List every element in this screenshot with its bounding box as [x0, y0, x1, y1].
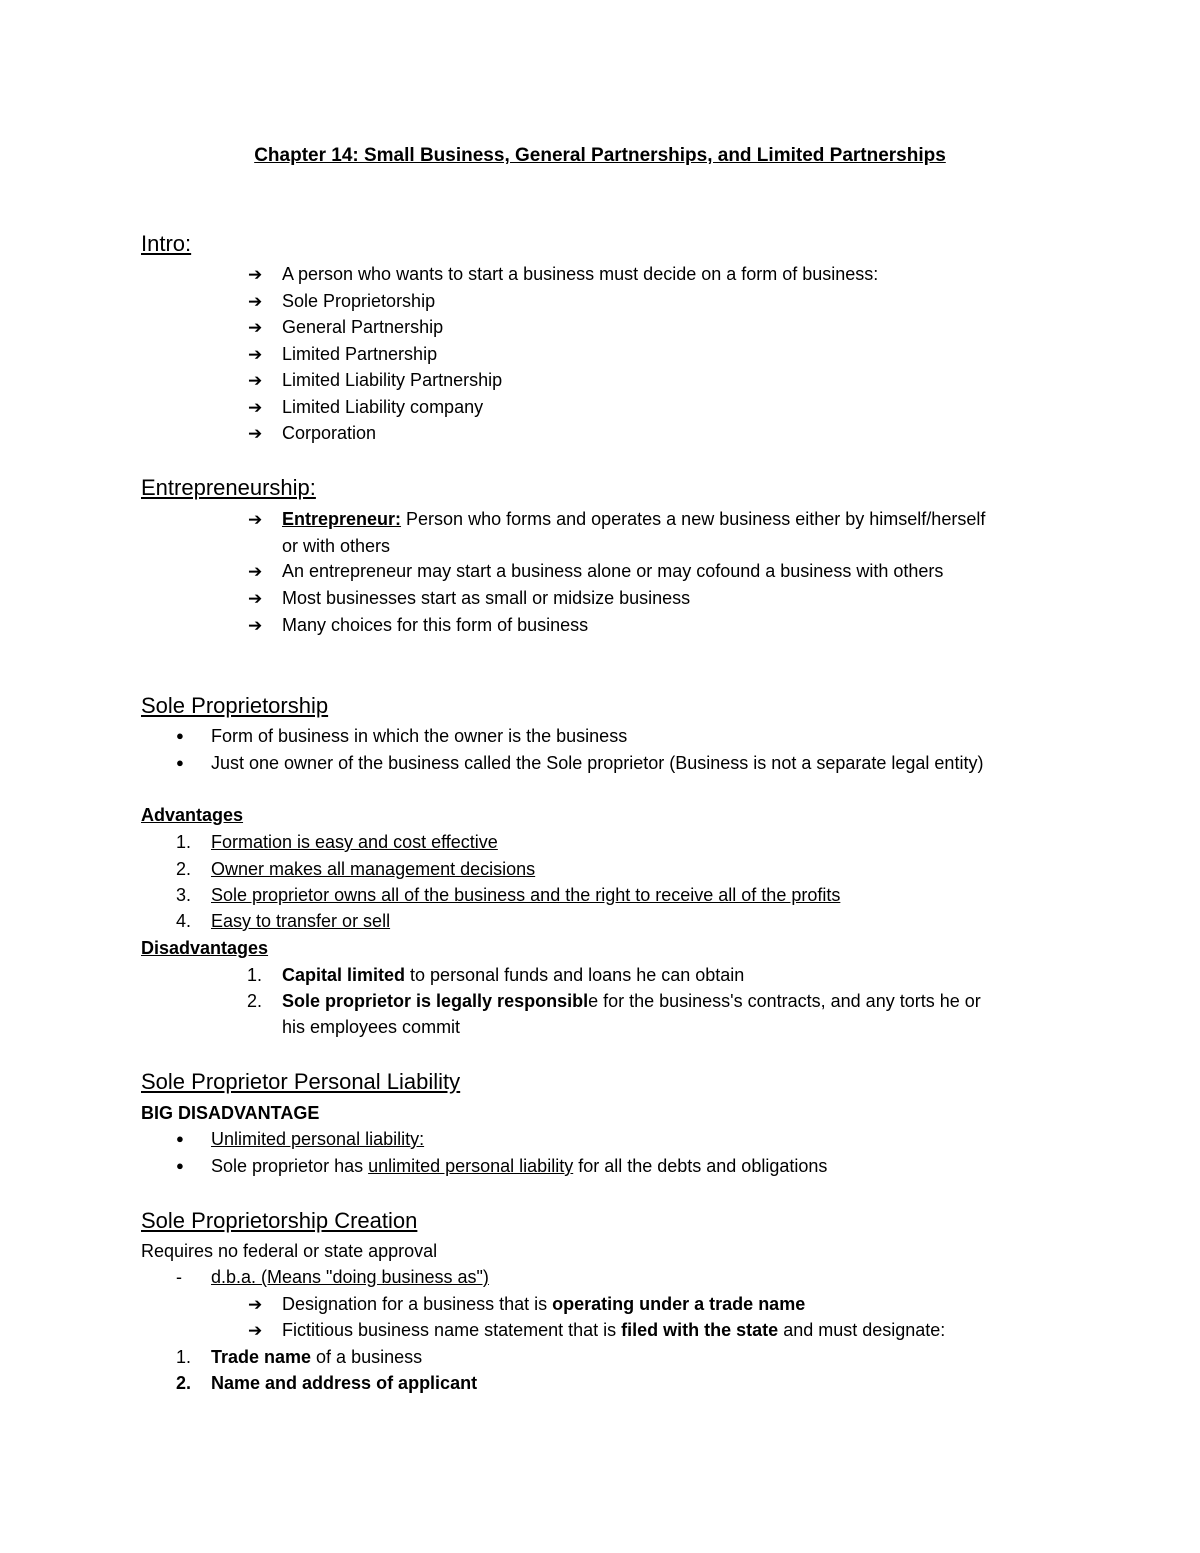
bold-phrase: Capital limited — [282, 965, 406, 985]
item-text: of a business — [311, 1347, 423, 1367]
item-text: to personal funds and loans he can obtain — [405, 965, 745, 985]
definition-continued: or with others — [282, 536, 391, 556]
creation-heading: Sole Proprietorship Creation — [141, 1208, 418, 1233]
entrepreneur-definition — [282, 510, 985, 528]
item-text: Designation for a business that is — [282, 1294, 553, 1314]
arrow-icon: ➔ — [248, 398, 263, 417]
arrow-icon: ➔ — [248, 616, 263, 635]
list-item: Sole Proprietorship — [282, 291, 436, 311]
arrow-icon: ➔ — [248, 371, 263, 390]
arrow-icon: ➔ — [248, 562, 263, 581]
list-item: Owner makes all management decisions — [211, 859, 536, 879]
arrow-icon: ➔ — [248, 1295, 263, 1314]
item-text: e for the business's contracts, and any torts he or — [588, 991, 981, 1011]
bullet-icon: ● — [176, 1131, 184, 1146]
arrow-icon: ➔ — [248, 589, 263, 608]
big-disadvantage-label: BIG DISADVANTAGE — [141, 1103, 320, 1123]
item-text: Fictitious business name statement that is — [282, 1320, 622, 1340]
sole-proprietorship-heading: Sole Proprietorship — [141, 693, 329, 718]
bullet-icon: ● — [176, 1158, 184, 1173]
item-text: for all the debts and obligations — [573, 1156, 828, 1176]
arrow-icon: ➔ — [248, 265, 263, 284]
list-item: Sole proprietor owns all of the business and the right to receive all of the profits — [211, 885, 841, 905]
list-number: 4. — [176, 911, 192, 931]
list-item: Most businesses start as small or midsize business — [282, 588, 691, 608]
list-number: 3. — [176, 885, 192, 905]
disadvantages-heading: Disadvantages — [141, 938, 269, 958]
dash-icon: - — [176, 1267, 182, 1287]
underlined-phrase: unlimited personal liability — [368, 1156, 574, 1176]
list-item: Limited Liability Partnership — [282, 370, 503, 390]
list-item — [211, 1157, 827, 1175]
list-item — [282, 1321, 945, 1339]
list-item: An entrepreneur may start a business alone or may cofound a business with others — [282, 561, 944, 581]
entrepreneurship-heading: Entrepreneurship: — [141, 475, 316, 500]
advantages-heading: Advantages — [141, 805, 244, 825]
list-number: 1. — [176, 832, 192, 852]
list-number: 1. — [176, 1347, 192, 1367]
list-item: Limited Liability company — [282, 397, 484, 417]
dba-item: d.b.a. (Means "doing business as") — [211, 1267, 489, 1287]
item-text: and must designate: — [778, 1320, 946, 1340]
bold-phrase: operating under a trade name — [552, 1294, 806, 1314]
list-item: General Partnership — [282, 317, 444, 337]
list-item — [211, 1348, 422, 1366]
list-number: 2. — [176, 859, 192, 879]
list-item: Just one owner of the business called the Sole proprietor (Business is not a separate legal entity) — [211, 753, 984, 773]
arrow-icon: ➔ — [248, 510, 263, 529]
bold-phrase: Sole proprietor is legally responsibl — [282, 991, 589, 1011]
list-item — [282, 992, 981, 1010]
list-item: Formation is easy and cost effective — [211, 832, 498, 852]
list-item: Name and address of applicant — [211, 1373, 478, 1393]
list-item: Easy to transfer or sell — [211, 911, 391, 931]
item-continued: his employees commit — [282, 1017, 461, 1037]
list-item: Limited Partnership — [282, 344, 438, 364]
arrow-icon: ➔ — [248, 318, 263, 337]
arrow-icon: ➔ — [248, 345, 263, 364]
list-item — [282, 966, 744, 984]
creation-intro: Requires no federal or state approval — [141, 1241, 438, 1261]
arrow-icon: ➔ — [248, 292, 263, 311]
list-item: Many choices for this form of business — [282, 615, 589, 635]
list-number: 2. — [176, 1373, 192, 1393]
item-text: Sole proprietor has — [211, 1156, 369, 1176]
list-item — [282, 1295, 805, 1313]
bullet-icon: ● — [176, 728, 184, 743]
list-item: A person who wants to start a business must decide on a form of business: — [282, 264, 879, 284]
definition-text: Person who forms and operates a new business either by himself/herself — [401, 509, 986, 529]
list-number: 1. — [247, 965, 263, 985]
bold-phrase: Trade name — [211, 1347, 312, 1367]
liability-heading: Sole Proprietor Personal Liability — [141, 1069, 461, 1094]
document-title: Chapter 14: Small Business, General Partnerships, and Limited Partnerships — [254, 145, 946, 166]
list-item: Corporation — [282, 423, 377, 443]
bold-phrase: filed with the state — [621, 1320, 779, 1340]
list-item: Form of business in which the owner is the business — [211, 726, 628, 746]
list-item: Unlimited personal liability: — [211, 1129, 425, 1149]
intro-heading: Intro: — [141, 231, 192, 256]
arrow-icon: ➔ — [248, 1321, 263, 1340]
list-number: 2. — [247, 991, 263, 1011]
arrow-icon: ➔ — [248, 424, 263, 443]
entrepreneur-term: Entrepreneur: — [282, 509, 402, 529]
bullet-icon: ● — [176, 755, 184, 770]
